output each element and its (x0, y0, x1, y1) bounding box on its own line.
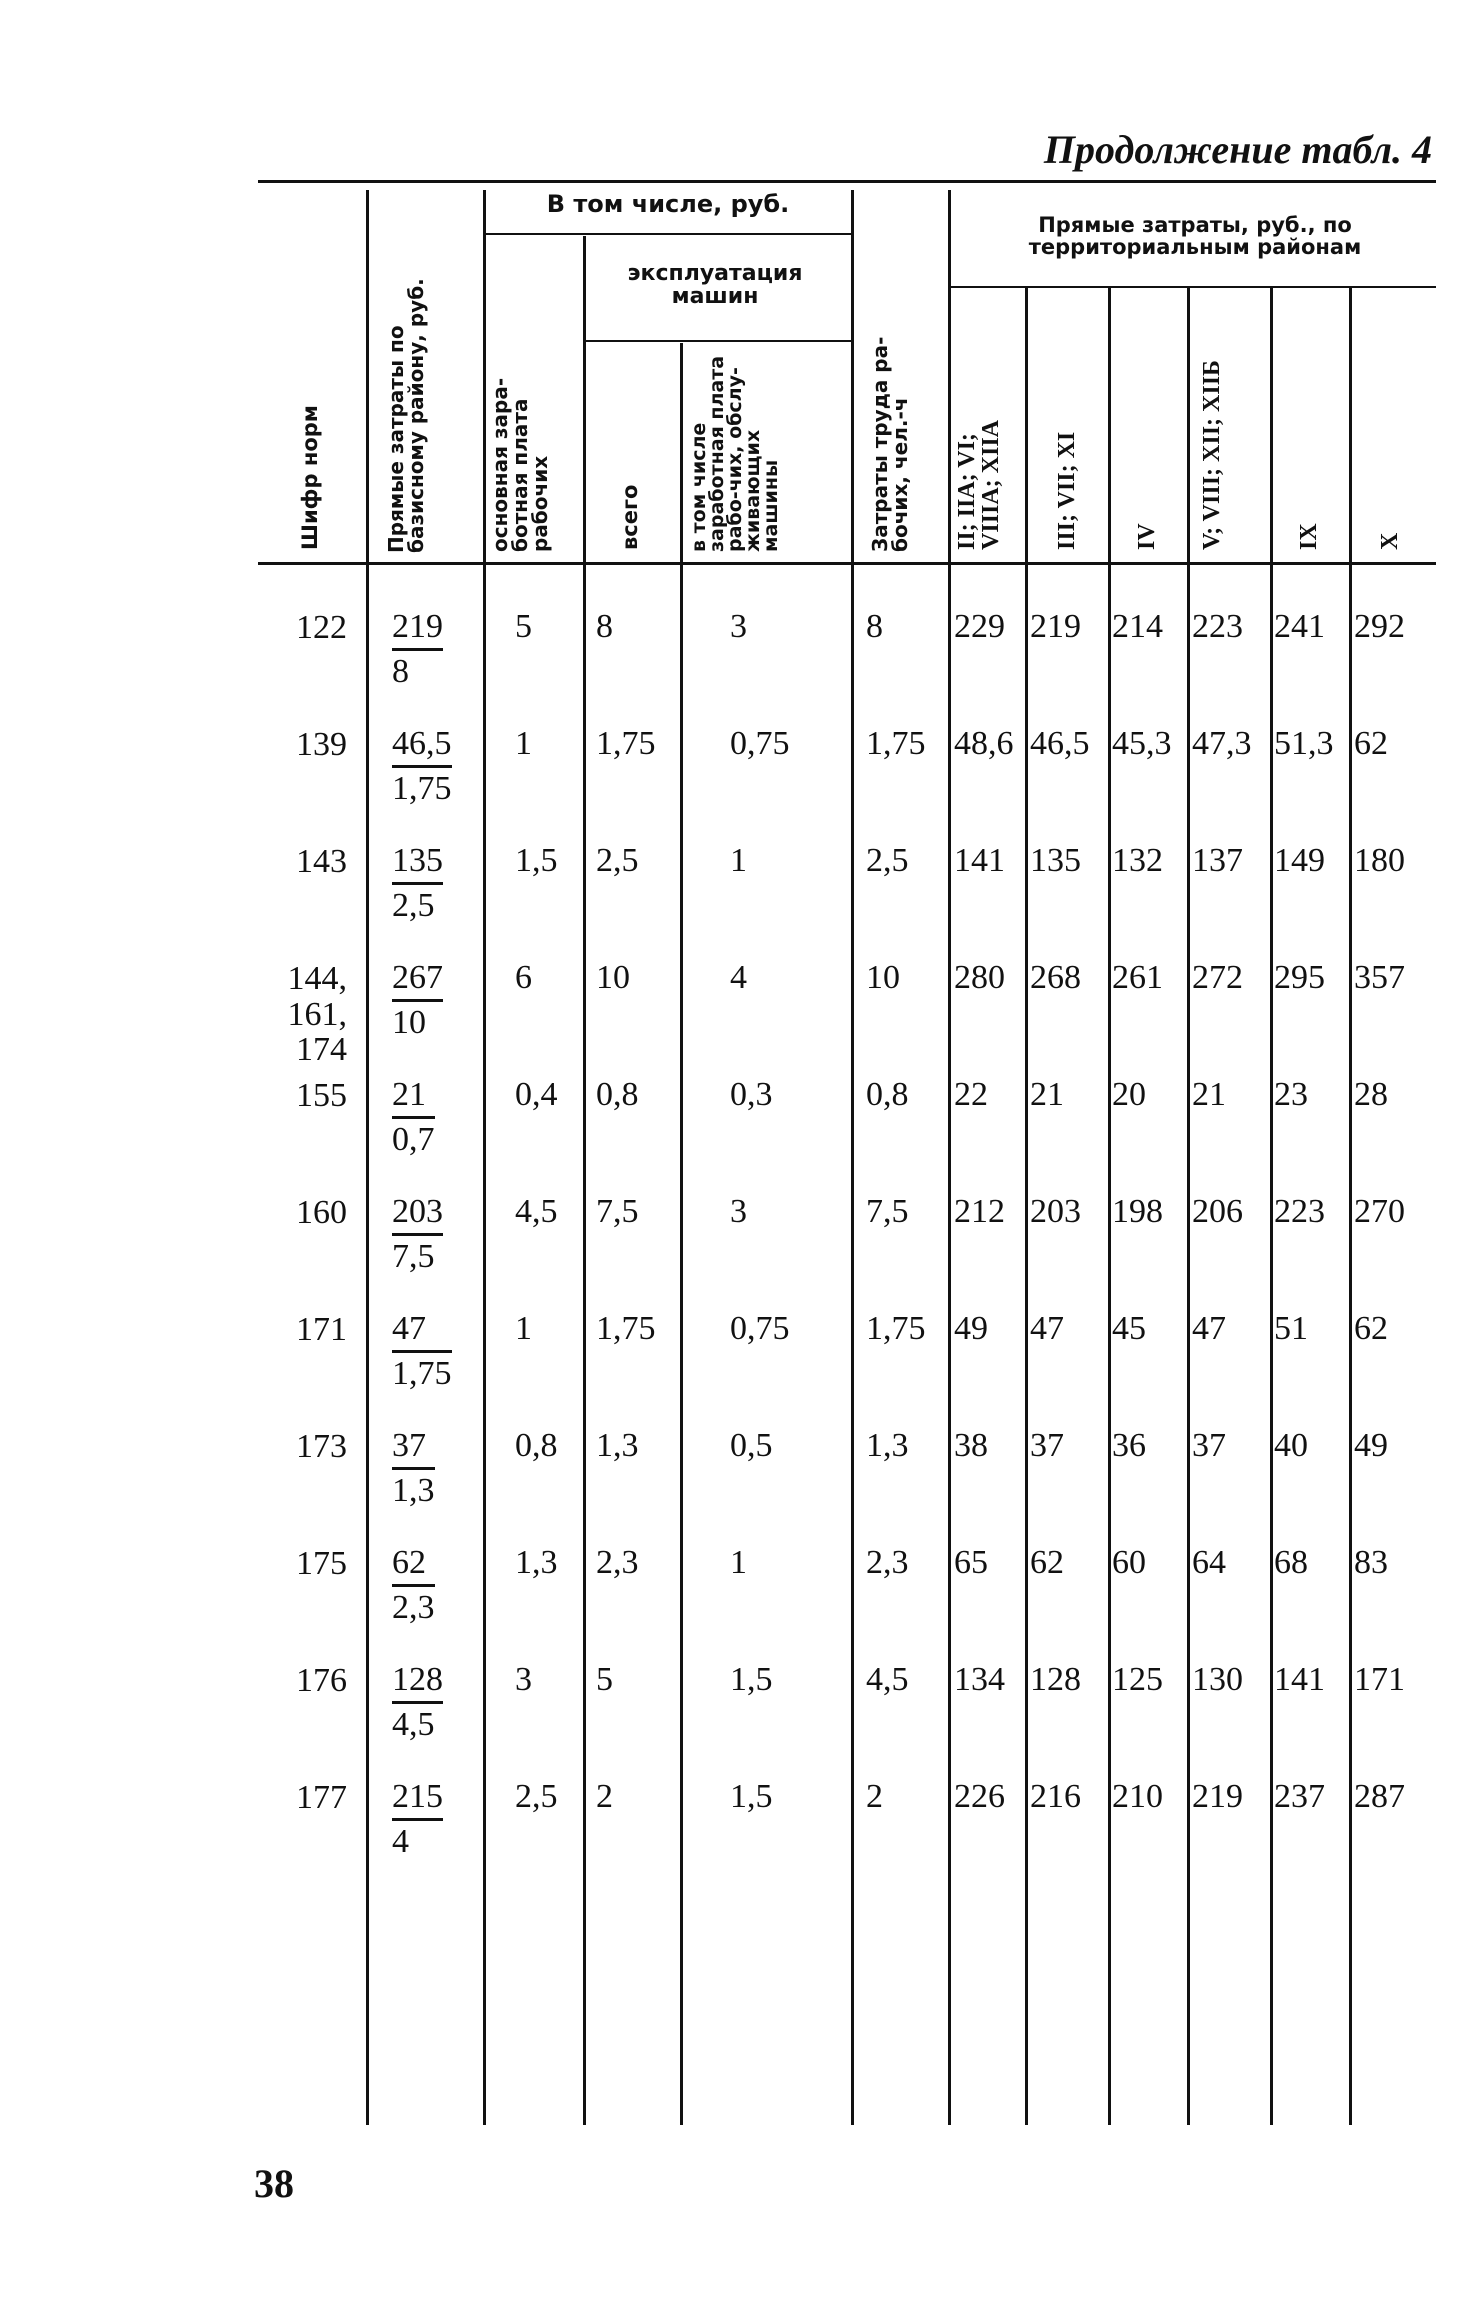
cell-wages: 6 (515, 959, 532, 996)
cell-region-4: 130 (1192, 1661, 1243, 1698)
cell-machine-wages: 0,5 (730, 1427, 773, 1464)
cell-direct-costs-base (392, 727, 452, 806)
cell-region-1: 141 (954, 842, 1005, 879)
cell-labor: 2,3 (866, 1544, 909, 1581)
cell-direct-costs-base (392, 961, 443, 1040)
header-region-1: II; IIA; VI; VIIIA; XIIA (954, 419, 1004, 550)
cell-region-1: 65 (954, 1544, 988, 1581)
cell-code: 160 (296, 1194, 347, 1231)
cell-region-2: 128 (1030, 1661, 1081, 1698)
cell-region-3: 36 (1112, 1427, 1146, 1464)
cell-region-6: 62 (1354, 725, 1388, 762)
cell-region-6: 49 (1354, 1427, 1388, 1464)
cell-region-4: 206 (1192, 1193, 1243, 1230)
cell-region-3: 60 (1112, 1544, 1146, 1581)
cell-region-3: 125 (1112, 1661, 1163, 1698)
header-direct-costs-base: Прямые затраты по базисному району, руб. (384, 278, 428, 553)
col-rule (1349, 288, 1352, 2125)
cell-region-1: 48,6 (954, 725, 1014, 762)
labor-costs-value: 2,3 (392, 1589, 435, 1626)
cell-wages: 0,8 (515, 1427, 558, 1464)
cell-region-4: 272 (1192, 959, 1243, 996)
cell-machine-wages: 1 (730, 842, 747, 879)
cell-code: 177 (296, 1779, 347, 1816)
cell-region-3: 210 (1112, 1778, 1163, 1815)
cell-machine-wages: 0,75 (730, 1310, 790, 1347)
cell-machine-total: 8 (596, 608, 613, 645)
header-machine-total: всего (618, 484, 642, 550)
cell-region-2: 219 (1030, 608, 1081, 645)
col-rule (366, 190, 369, 2125)
cell-machine-total: 1,3 (596, 1427, 639, 1464)
cell-region-2: 21 (1030, 1076, 1064, 1113)
direct-costs-value: 219 (392, 610, 443, 651)
header-regional-costs: Прямые затраты, руб., по территориальным районам (1028, 213, 1362, 260)
cell-region-6: 180 (1354, 842, 1405, 879)
direct-costs-value: 128 (392, 1663, 443, 1704)
cell-machine-total: 10 (596, 959, 630, 996)
cell-wages: 4,5 (515, 1193, 558, 1230)
cell-region-1: 22 (954, 1076, 988, 1113)
cell-code: 176 (296, 1662, 347, 1699)
col-rule (1270, 288, 1273, 2125)
cell-direct-costs-base (392, 1078, 435, 1157)
cell-region-5: 51,3 (1274, 725, 1334, 762)
labor-costs-value: 1,3 (392, 1472, 435, 1509)
header-machine-operation: эксплуатация машин (627, 261, 803, 310)
header-region-6: X (1377, 532, 1403, 550)
cell-region-3: 20 (1112, 1076, 1146, 1113)
cell-region-5: 237 (1274, 1778, 1325, 1815)
cell-region-2: 268 (1030, 959, 1081, 996)
col-rule (1025, 288, 1028, 2125)
cell-region-3: 198 (1112, 1193, 1163, 1230)
header-code: Шифр норм (298, 405, 322, 550)
cell-region-5: 141 (1274, 1661, 1325, 1698)
cell-region-6: 62 (1354, 1310, 1388, 1347)
cell-machine-wages: 3 (730, 1193, 747, 1230)
cell-code: 143 (296, 843, 347, 880)
cell-machine-total: 2,3 (596, 1544, 639, 1581)
cell-machine-total: 7,5 (596, 1193, 639, 1230)
cell-region-2: 216 (1030, 1778, 1081, 1815)
cell-region-4: 137 (1192, 842, 1243, 879)
page-number: 38 (254, 2161, 294, 2206)
cell-region-5: 68 (1274, 1544, 1308, 1581)
cell-region-1: 49 (954, 1310, 988, 1347)
direct-costs-value: 46,5 (392, 727, 452, 768)
cell-region-5: 295 (1274, 959, 1325, 996)
labor-costs-value: 0,7 (392, 1121, 435, 1158)
cell-machine-total: 5 (596, 1661, 613, 1698)
cell-region-4: 21 (1192, 1076, 1226, 1113)
cell-wages: 1,5 (515, 842, 558, 879)
header-region-3: IV (1134, 523, 1160, 550)
labor-costs-value: 4,5 (392, 1706, 435, 1743)
table-caption: Продолжение табл. 4 (1043, 127, 1432, 172)
cell-region-2: 47 (1030, 1310, 1064, 1347)
cell-labor: 0,8 (866, 1076, 909, 1113)
cell-machine-total: 1,75 (596, 1310, 656, 1347)
cell-machine-wages: 4 (730, 959, 747, 996)
cell-wages: 1 (515, 1310, 532, 1347)
labor-costs-value: 1,75 (392, 1355, 452, 1392)
direct-costs-value: 135 (392, 844, 443, 885)
direct-costs-value: 47 (392, 1312, 452, 1353)
cell-region-5: 241 (1274, 608, 1325, 645)
header-labor: Затраты труда ра-бочих, чел.-ч (868, 336, 912, 552)
cell-region-6: 287 (1354, 1778, 1405, 1815)
header-machine-wages: в том числе заработная плата рабо-чих, обслу-живающих машины (688, 355, 783, 552)
header-bottom-rule (258, 562, 1436, 565)
cell-labor: 4,5 (866, 1661, 909, 1698)
col-rule (1187, 288, 1190, 2125)
header-region-2: III; VII; XI (1054, 431, 1080, 550)
cell-region-3: 45 (1112, 1310, 1146, 1347)
cell-region-4: 64 (1192, 1544, 1226, 1581)
col-rule (483, 190, 486, 2125)
regional-underline (950, 286, 1436, 288)
direct-costs-value: 203 (392, 1195, 443, 1236)
header-including: В том числе, руб. (546, 190, 790, 218)
labor-costs-value: 10 (392, 1004, 426, 1041)
labor-costs-value: 7,5 (392, 1238, 435, 1275)
cell-code: 122 (296, 609, 347, 646)
cell-region-4: 219 (1192, 1778, 1243, 1815)
cell-direct-costs-base (392, 1429, 435, 1508)
direct-costs-value: 62 (392, 1546, 435, 1587)
cell-direct-costs-base (392, 1780, 443, 1859)
cell-region-5: 149 (1274, 842, 1325, 879)
labor-costs-value: 8 (392, 653, 409, 690)
cell-region-4: 37 (1192, 1427, 1226, 1464)
cell-machine-wages: 1,5 (730, 1778, 773, 1815)
cell-labor: 1,75 (866, 1310, 926, 1347)
cell-region-2: 135 (1030, 842, 1081, 879)
table-top-rule (258, 180, 1436, 183)
cell-code: 144, 161, 174 (287, 960, 347, 1069)
cell-machine-wages: 0,3 (730, 1076, 773, 1113)
cell-wages: 3 (515, 1661, 532, 1698)
cell-region-4: 47 (1192, 1310, 1226, 1347)
cell-region-2: 37 (1030, 1427, 1064, 1464)
col-rule (583, 236, 586, 2125)
cell-region-2: 203 (1030, 1193, 1081, 1230)
cell-labor: 7,5 (866, 1193, 909, 1230)
cell-region-3: 214 (1112, 608, 1163, 645)
cell-region-5: 23 (1274, 1076, 1308, 1113)
cell-wages: 5 (515, 608, 532, 645)
cell-machine-total: 2,5 (596, 842, 639, 879)
direct-costs-value: 267 (392, 961, 443, 1002)
cell-code: 155 (296, 1077, 347, 1114)
cell-region-1: 229 (954, 608, 1005, 645)
cell-region-6: 270 (1354, 1193, 1405, 1230)
cell-region-3: 45,3 (1112, 725, 1172, 762)
cell-region-5: 40 (1274, 1427, 1308, 1464)
header-wages: основная зара-ботная плата рабочих (488, 377, 552, 552)
cell-labor: 1,75 (866, 725, 926, 762)
including-underline (485, 233, 853, 235)
cell-wages: 0,4 (515, 1076, 558, 1113)
cell-region-1: 212 (954, 1193, 1005, 1230)
cell-region-1: 226 (954, 1778, 1005, 1815)
cell-machine-wages: 3 (730, 608, 747, 645)
cell-wages: 2,5 (515, 1778, 558, 1815)
cell-code: 139 (296, 726, 347, 763)
cell-region-2: 46,5 (1030, 725, 1090, 762)
direct-costs-value: 21 (392, 1078, 435, 1119)
cell-region-1: 280 (954, 959, 1005, 996)
cell-region-6: 83 (1354, 1544, 1388, 1581)
labor-costs-value: 4 (392, 1823, 409, 1860)
cell-direct-costs-base (392, 844, 443, 923)
cell-region-3: 132 (1112, 842, 1163, 879)
cell-region-5: 223 (1274, 1193, 1325, 1230)
cell-region-6: 171 (1354, 1661, 1405, 1698)
cell-wages: 1 (515, 725, 532, 762)
machines-underline (585, 340, 853, 342)
col-rule (851, 190, 854, 2125)
cell-code: 175 (296, 1545, 347, 1582)
labor-costs-value: 1,75 (392, 770, 452, 807)
col-rule (1108, 288, 1111, 2125)
cell-region-1: 134 (954, 1661, 1005, 1698)
cell-region-4: 47,3 (1192, 725, 1252, 762)
cell-labor: 1,3 (866, 1427, 909, 1464)
cell-direct-costs-base (392, 610, 443, 689)
cell-wages: 1,3 (515, 1544, 558, 1581)
cell-direct-costs-base (392, 1312, 452, 1391)
cell-code: 171 (296, 1311, 347, 1348)
labor-costs-value: 2,5 (392, 887, 435, 924)
direct-costs-value: 215 (392, 1780, 443, 1821)
cell-region-2: 62 (1030, 1544, 1064, 1581)
cell-region-6: 28 (1354, 1076, 1388, 1113)
cell-region-6: 292 (1354, 608, 1405, 645)
cell-machine-total: 2 (596, 1778, 613, 1815)
cell-region-1: 38 (954, 1427, 988, 1464)
cell-labor: 2,5 (866, 842, 909, 879)
cell-region-3: 261 (1112, 959, 1163, 996)
cell-labor: 10 (866, 959, 900, 996)
cell-code: 173 (296, 1428, 347, 1465)
cell-machine-total: 0,8 (596, 1076, 639, 1113)
cell-labor: 2 (866, 1778, 883, 1815)
cell-machine-wages: 1,5 (730, 1661, 773, 1698)
cell-region-4: 223 (1192, 608, 1243, 645)
direct-costs-value: 37 (392, 1429, 435, 1470)
cell-machine-wages: 1 (730, 1544, 747, 1581)
col-rule (948, 190, 951, 2125)
col-rule (680, 343, 683, 2125)
cell-machine-total: 1,75 (596, 725, 656, 762)
cell-machine-wages: 0,75 (730, 725, 790, 762)
cell-region-6: 357 (1354, 959, 1405, 996)
cell-direct-costs-base (392, 1195, 443, 1274)
header-region-4: V; VIII; XII; XIIБ (1199, 360, 1225, 550)
cell-direct-costs-base (392, 1546, 435, 1625)
cell-direct-costs-base (392, 1663, 443, 1742)
cell-region-5: 51 (1274, 1310, 1308, 1347)
header-region-5: IX (1296, 523, 1322, 550)
cell-labor: 8 (866, 608, 883, 645)
